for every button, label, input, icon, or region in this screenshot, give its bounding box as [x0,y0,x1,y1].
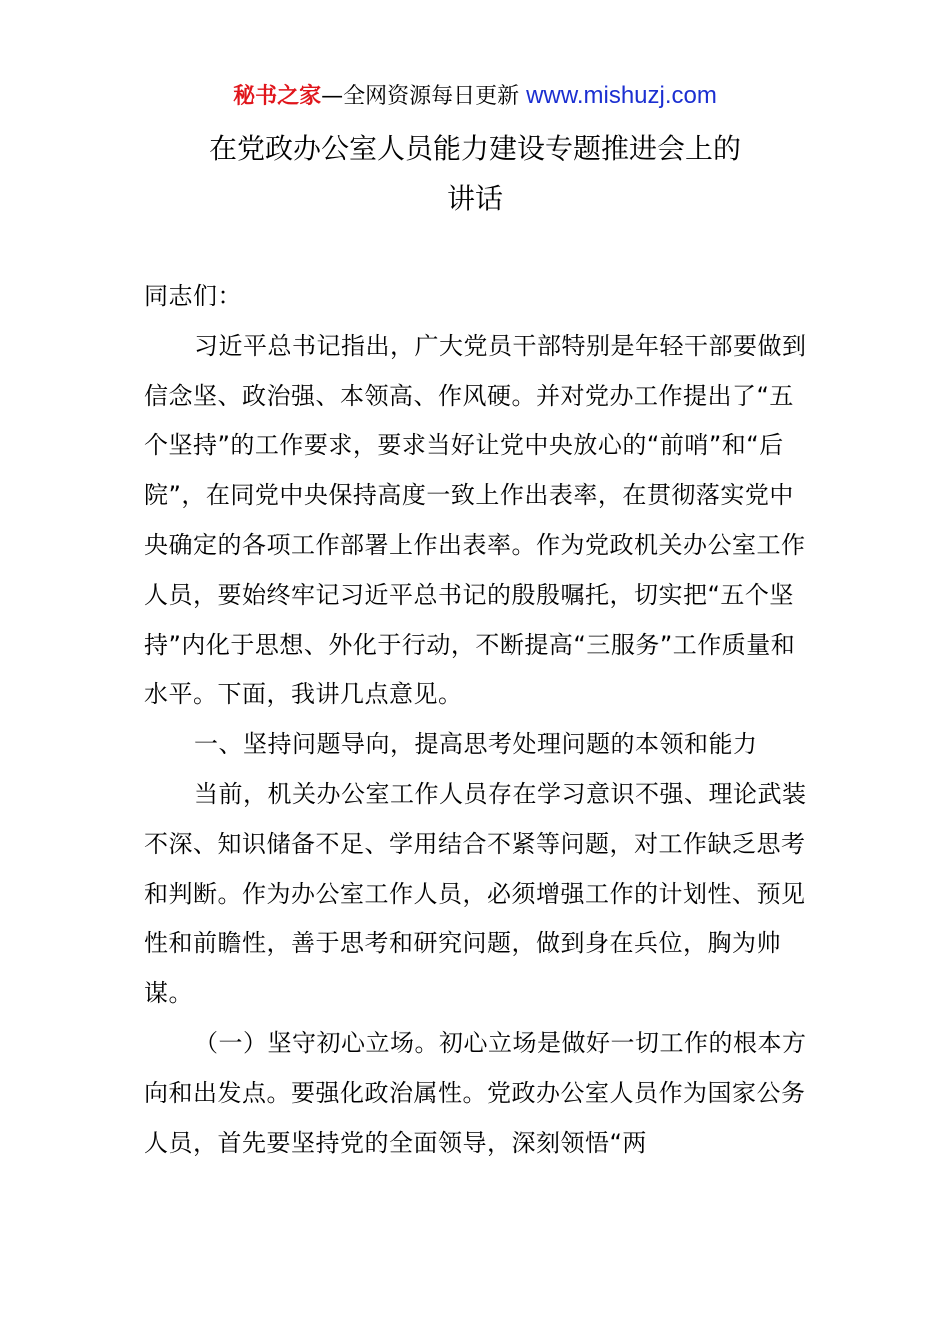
salutation: 同志们： [144,282,242,310]
document-body [144,272,816,1168]
title-line-1: 在党政办公室人员能力建设专题推进会上的 [208,132,741,165]
paragraph-section-1: 当前，机关办公室工作人员存在学习意识不强、理论武装不深、知识储备不足、学用结合不紧等问题，对工作缺乏思考和判断。作为办公室工作人员，必须增强工作的计划性、预见性和前瞻性，善于思考和研究问题，做到身在兵位，胸为帅谋。 [144,779,807,1008]
banner-brand: 秘书之家 [233,84,322,109]
paragraph-subsection-1: （一）坚守初心立场。初心立场是做好一切工作的根本方向和出发点。要强化政治属性。党政办公室人员作为国家公务人员，首先要坚持党的全面领导，深刻领悟“两 [144,1028,807,1157]
document-title [0,124,950,224]
banner-url[interactable]: www.mishuzj.com [526,82,717,109]
paragraph-intro: 习近平总书记指出，广大党员干部特别是年轻干部要做到信念坚、政治强、本领高、作风硬。并对党办工作提出了“五个坚持”的工作要求，要求当好让党中央放心的“前哨”和“后院”，在同党中央保持高度一致上作出表率，在贯彻落实党中央确定的各项工作部署上作出表率。作为党政机关办公室工作人员，要始终牢记习近平总书记的殷殷嘱托，切实把“五个坚持”内化于思想、外化于行动，不断提高“三服务”工作质量和水平。下面，我讲几点意见。 [144,331,807,709]
title-line-2: 讲话 [446,182,503,215]
section-heading-1: 一、坚持问题导向，提高思考处理问题的本领和能力 [194,730,758,759]
banner-slogan: —全网资源每日更新 [321,84,527,109]
site-banner [0,80,950,113]
